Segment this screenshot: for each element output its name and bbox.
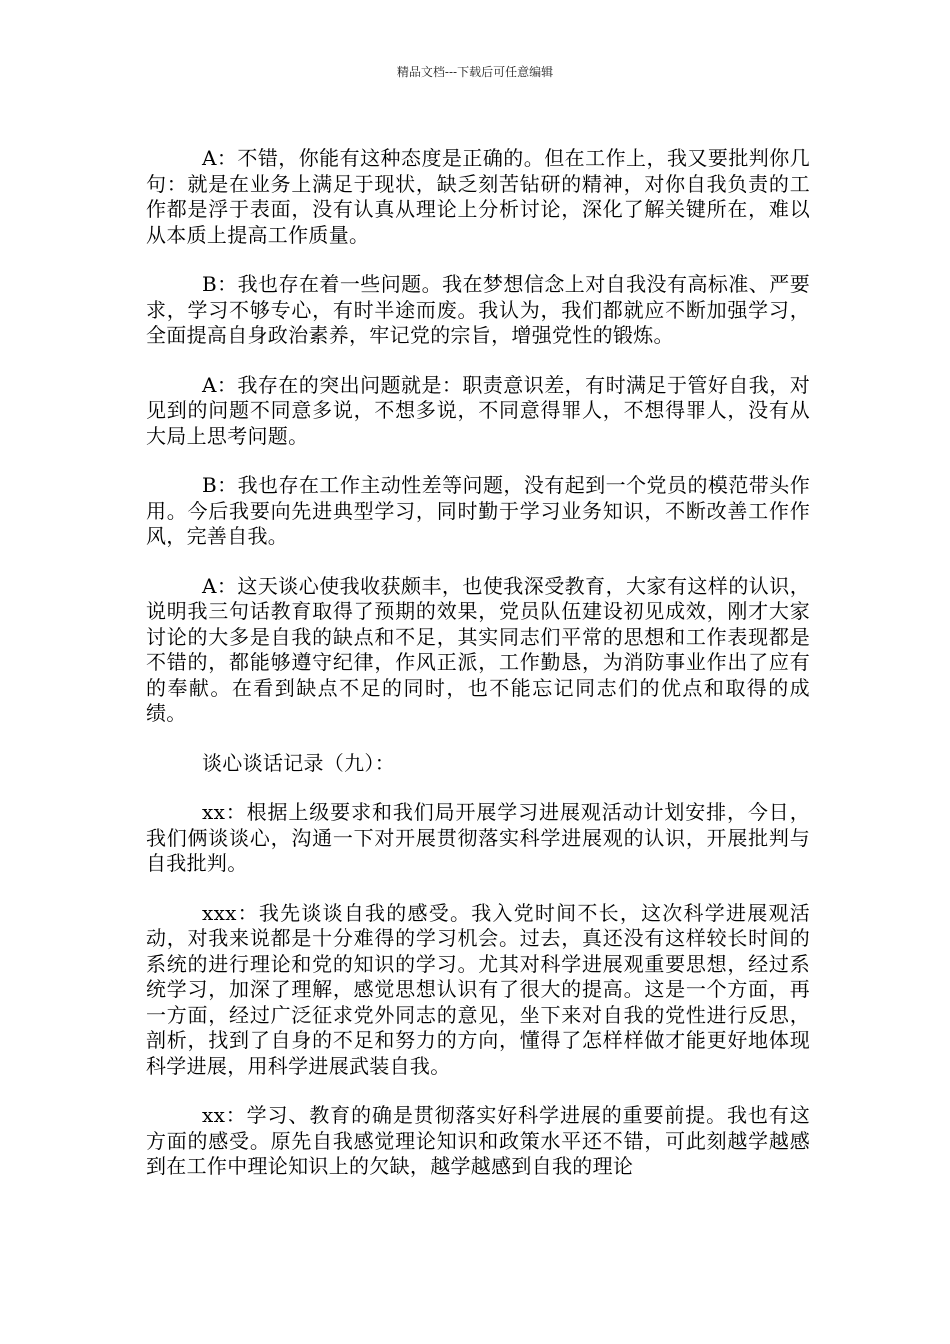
document-body: [146, 146, 810, 1180]
paragraph-b-initiative: B：我也存在工作主动性差等问题，没有起到一个党员的模范带头作用。今后我要向先进典型学习，同时勤于学习业务知识，不断改善工作作风，完善自我。: [146, 473, 810, 548]
paragraph-b-problems: B：我也存在着一些问题。我在梦想信念上对自我没有高标准、严要求，学习不够专心，有时半途而废。我认为，我们都就应不断加强学习，全面提高自身政治素养，牢记党的宗旨，增强党性的锻炼。: [146, 272, 810, 347]
paragraph-a-criticism: A：不错，你能有这种态度是正确的。但在工作上，我又要批判你几句：就是在业务上满足于现状，缺乏刻苦钻研的精神，对你自我负责的工作都是浮于表面，没有认真从理论上分析讨论，深化了解关键所在，难以从本质上提高工作质量。: [146, 146, 810, 247]
paragraph-a-issues: A：我存在的突出问题就是：职责意识差，有时满足于管好自我，对见到的问题不同意多说，不想多说，不同意得罪人，不想得罪人，没有从大局上思考问题。: [146, 372, 810, 448]
paragraph-xx-intro: xx：根据上级要求和我们局开展学习进展观活动计划安排，今日，我们俩谈谈心，沟通一下对开展贯彻落实科学进展观的认识，开展批判与自我批判。: [146, 800, 810, 875]
paragraph-a-summary: A：这天谈心使我收获颇丰，也使我深受教育，大家有这样的认识，说明我三句话教育取得了预期的效果，党员队伍建设初见成效，刚才大家讨论的大多是自我的缺点和不足，其实同志们平常的思想和工作表现都是不错的，都能够遵守纪律，作风正派，工作勤恳，为消防事业作出了应有的奉献。在看到缺点不足的同时，也不能忘记同志们的优点和取得的成绩。: [146, 573, 810, 725]
section-heading: 谈心谈话记录（九）：: [202, 750, 395, 775]
page-header: 精品文档---下载后可任意编辑: [396, 65, 554, 79]
paragraph-xxx-feelings: xxx：我先谈谈自我的感受。我入党时间不长，这次科学进展观活动，对我来说都是十分难得的学习机会。过去，真还没有这样较长时间的系统的进行理论和党的知识的学习。尤其对科学进展观重要思想，经过系统学习，加深了理解，感觉思想认识有了很大的提高。这是一个方面，再一方面，经过广泛征求党外同志的意见，坐下来对自我的党性进行反思，剖析，找到了自身的不足和努力的方向，懂得了怎样样做才能更好地体现科学进展，用科学进展武装自我。: [146, 900, 810, 1078]
paragraph-xx-learning: xx：学习、教育的确是贯彻落实好科学进展的重要前提。我也有这方面的感受。原先自我感觉理论知识和政策水平还不错，可此刻越学越感到在工作中理论知识上的欠缺，越学越感到自我的理论: [146, 1103, 810, 1178]
